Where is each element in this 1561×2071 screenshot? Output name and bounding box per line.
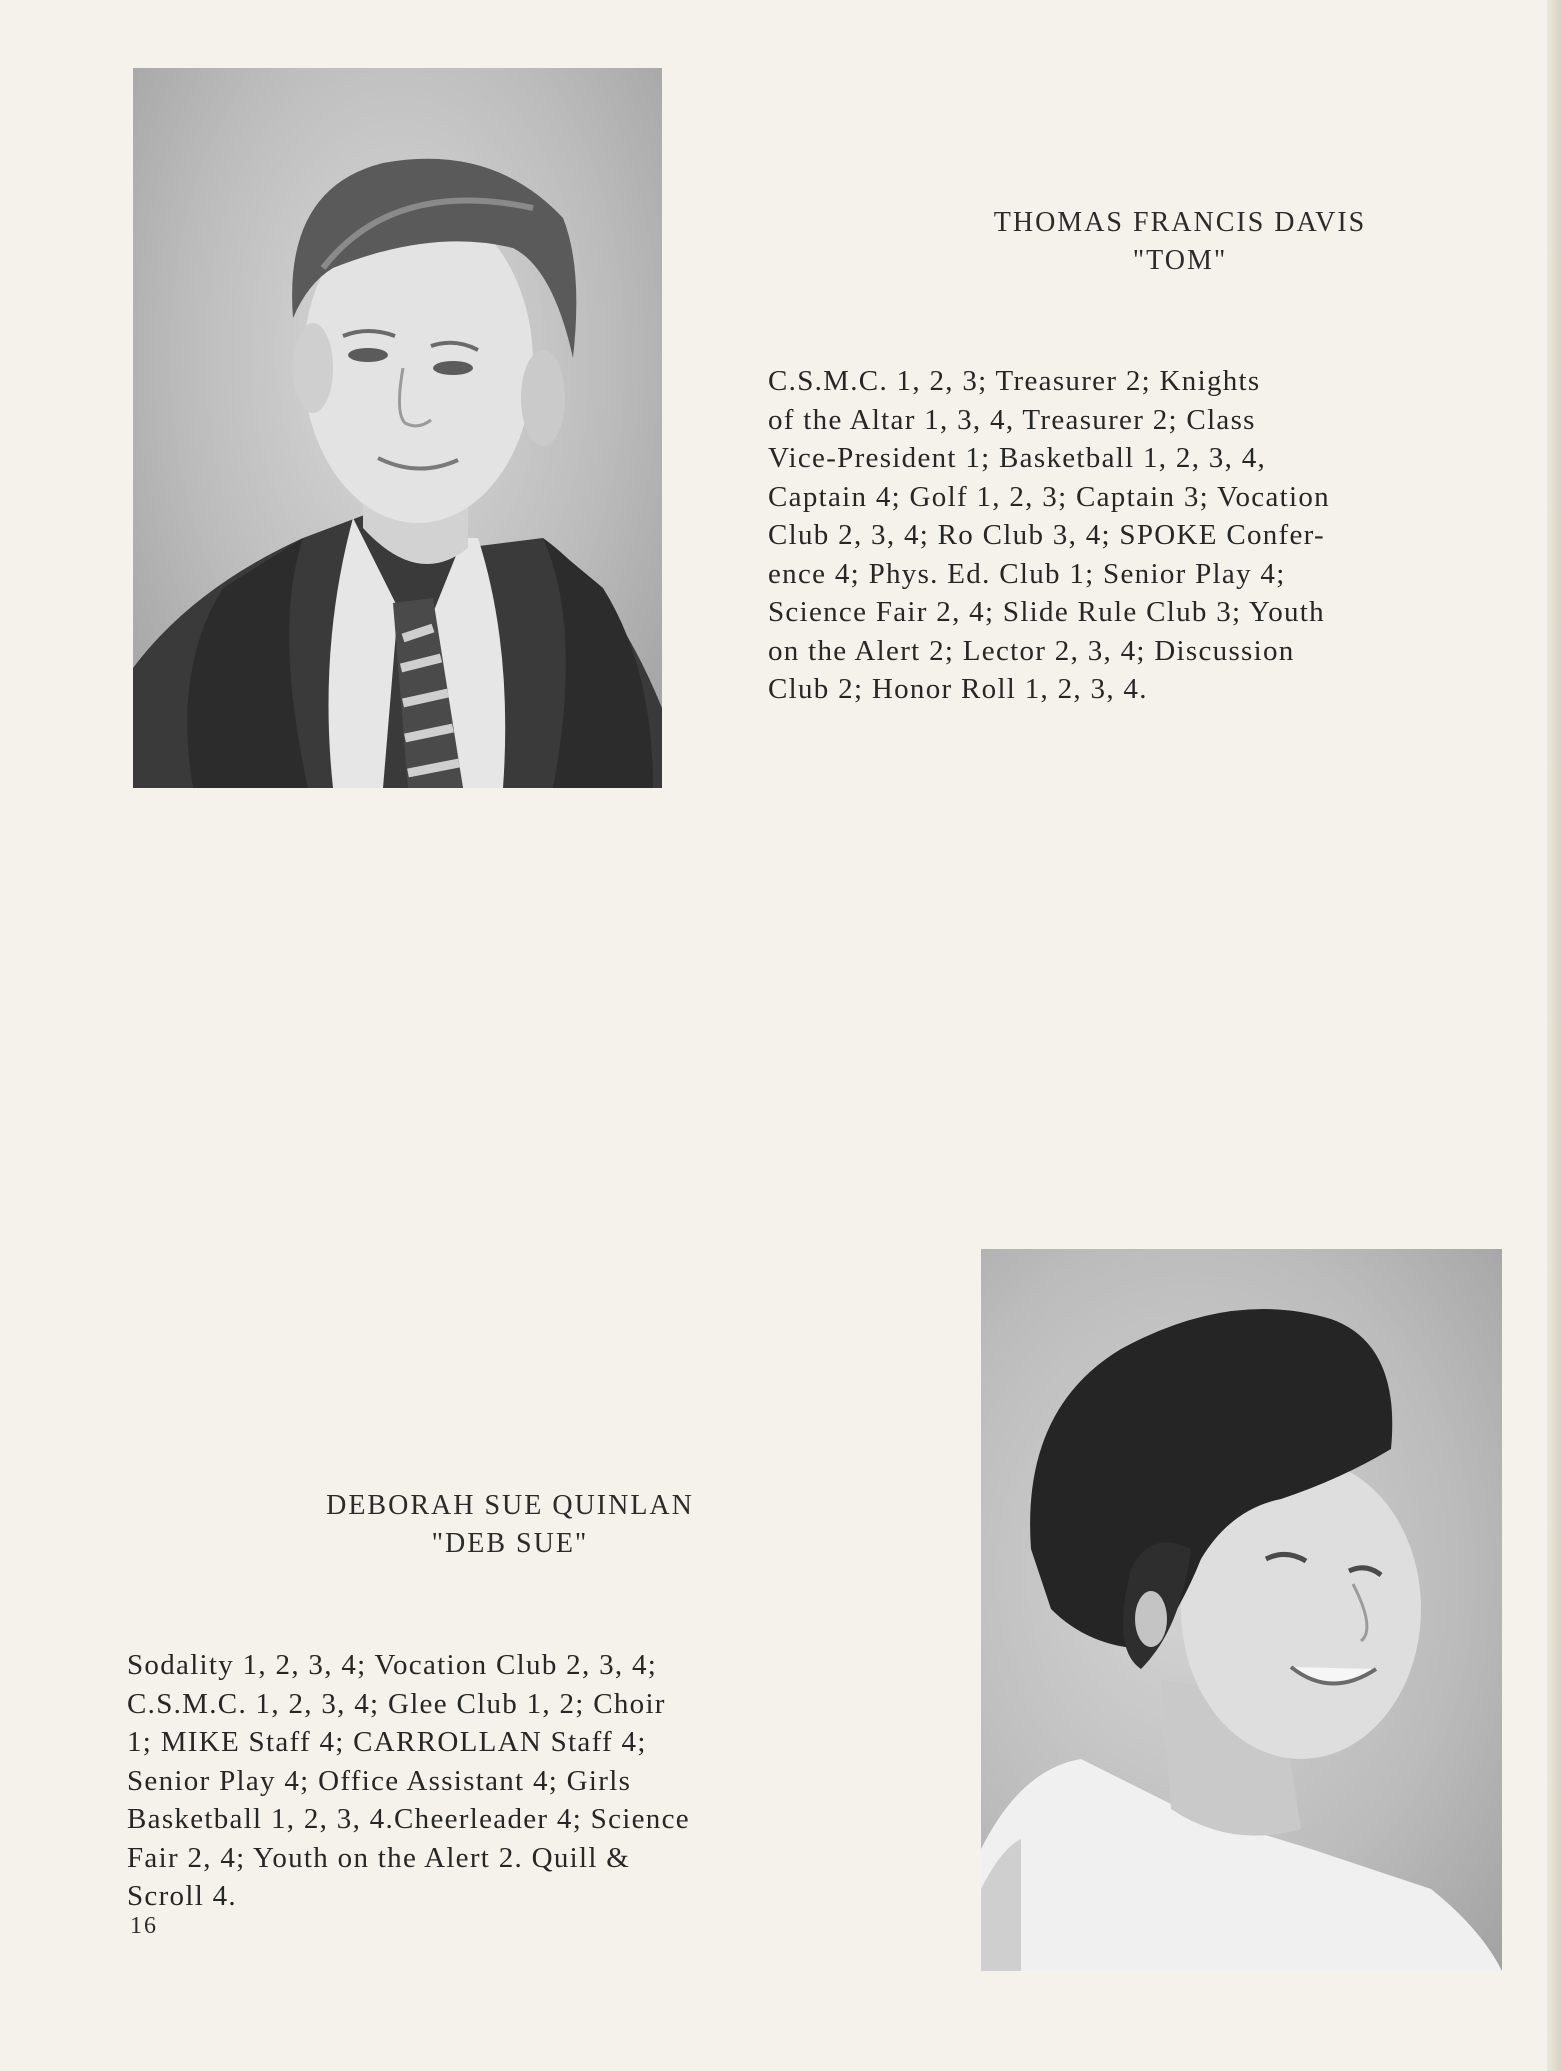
- portrait-photo-deb-sue: [981, 1249, 1502, 1971]
- student-nickname: "DEB SUE": [431, 1528, 589, 1559]
- portrait-photo-tom: [133, 68, 662, 788]
- student-nickname: "TOM": [1132, 245, 1228, 276]
- student-name-block: [190, 1487, 830, 1563]
- student-activities: C.S.M.C. 1, 2, 3; Treasurer 2; Knights of the Altar 1, 3, 4, Treasurer 2; Class Vice-President 1; Basketball 1, 2, 3, 4, Captain 4; Golf 1, 2, 3; Captain 3; Vocation Club 2, 3, 4; Ro Club 3, 4; SPOKE Confer- ence 4; Phys. Ed. Club 1; Senior Play 4; Science Fair 2, 4; Slide Rule Club 3; Youth on the Alert 2; Lector 2, 3, 4; Discussion Club 2; Honor Roll 1, 2, 3, 4.: [768, 365, 1330, 705]
- student-full-name: THOMAS FRANCIS DAVIS: [993, 207, 1367, 238]
- portrait-illustration: [133, 68, 662, 788]
- student-name-block: [860, 204, 1500, 280]
- student-full-name: DEBORAH SUE QUINLAN: [326, 1490, 694, 1521]
- student-activities: Sodality 1, 2, 3, 4; Vocation Club 2, 3, 4; C.S.M.C. 1, 2, 3, 4; Glee Club 1, 2; Choir 1; MIKE Staff 4; CARROLLAN Staff 4; Senior Play 4; Office Assistant 4; Girls Basketball 1, 2, 3, 4.Cheerleader 4; Science Fair 2, 4; Youth on the Alert 2. Quill & Scroll 4.: [127, 1649, 690, 1912]
- page-number: 16: [130, 1913, 158, 1939]
- portrait-illustration: [981, 1249, 1502, 1971]
- page-edge: [1547, 0, 1561, 2071]
